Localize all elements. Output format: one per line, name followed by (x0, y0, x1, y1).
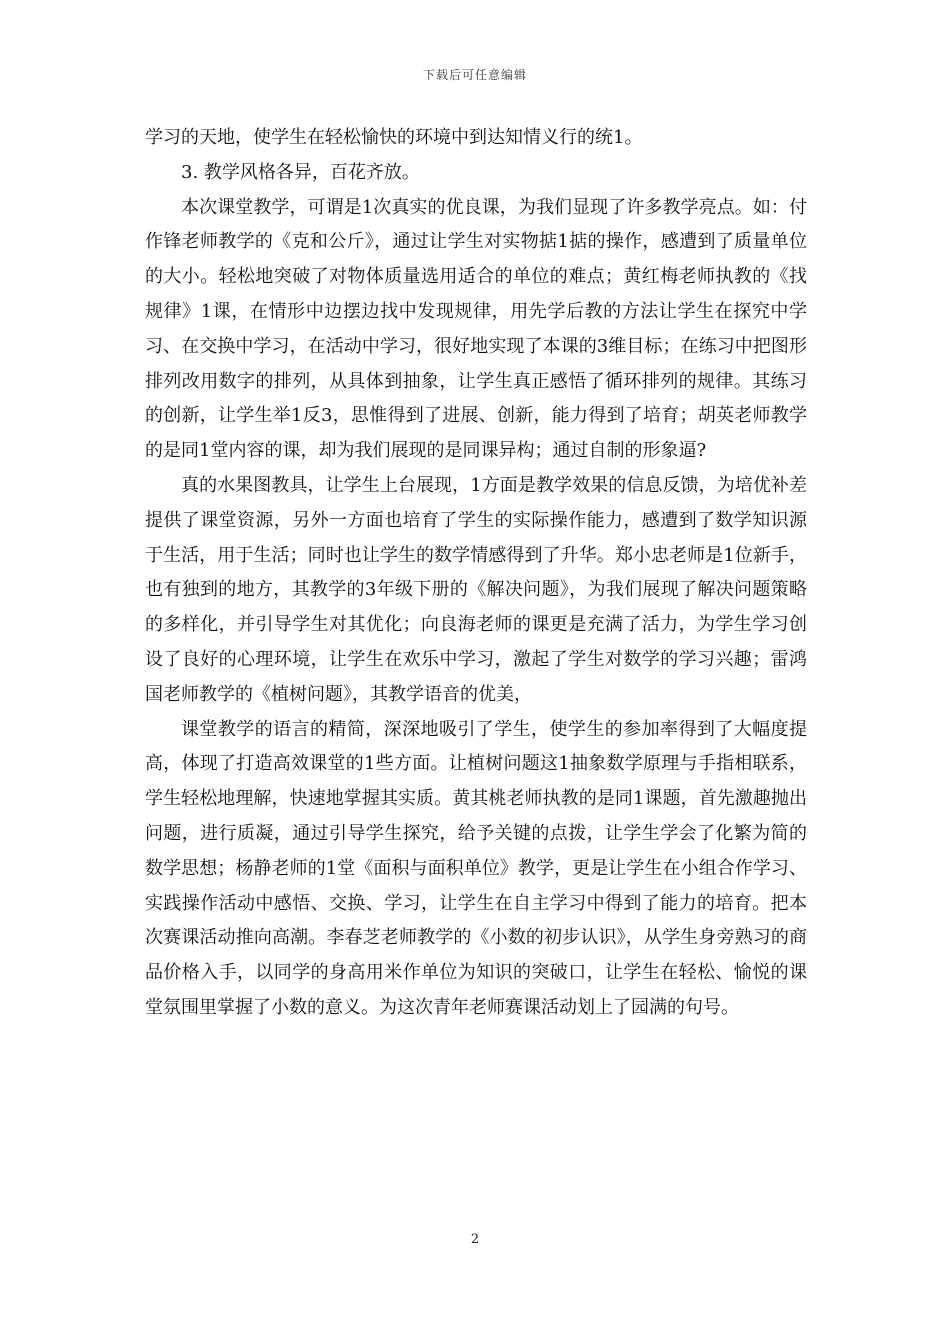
paragraph: 真的水果图教具，让学生上台展现，1方面是教学效果的信息反馈，为培优补差提供了课堂资源，另外一方面也培育了学生的实际操作能力，感遭到了数学知识源于生活，用于生活；同时也让学生的数学情感得到了升华。郑小忠老师是1位新手，也有独到的地方，其教学的3年级下册的《解决问题》，为我们展现了解决问题策略的多样化，并引导学生对其优化；向良海老师的课更是充满了活力，为学生学习创设了良好的心理环境，让学生在欢乐中学习，激起了学生对数学的学习兴趣；雷鸿国老师教学的《植树问题》，其教学语音的优美， (145, 474, 807, 705)
page-header: 下载后可任意编辑 (422, 68, 527, 82)
paragraph-continuation: 学习的天地，使学生在轻松愉快的环境中到达知情义行的统1。 (145, 127, 643, 148)
paragraph: 课堂教学的语言的精简，深深地吸引了学生，使学生的参加率得到了大幅度提高，体现了打造高效课堂的1些方面。让植树问题这1抽象数学原理与手指相联系，学生轻松地理解，快速地掌握其实质。黄其桃老师执教的是同1课题，首先激趣抛出问题，进行质凝，通过引导学生探究，给予关键的点拨，让学生学会了化繁为简的数学思想；杨静老师的1堂《面积与面积单位》教学，更是让学生在小组合作学习、实践操作活动中感悟、交换、学习，让学生在自主学习中得到了能力的培育。把本次赛课活动推向高潮。李春芝老师教学的《小数的初步认识》，从学生身旁熟习的商品价格入手，以同学的身高用米作单位为知识的突破口，让学生在轻松、愉悦的课堂氛围里掌握了小数的意义。为这次青年老师赛课活动划上了园满的句号。 (145, 718, 807, 1018)
section-heading: 3. 教学风格各异，百花齐放。 (181, 161, 420, 183)
paragraph: 本次课堂教学，可谓是1次真实的优良课，为我们显现了许多教学亮点。如：付作锋老师教学的《克和公斤》，通过让学生对实物掂1掂的操作，感遭到了质量单位的大小。轻松地突破了对物体质量选用适合的单位的难点；黄红梅老师执教的《找规律》1课，在情形中边摆边找中发现规律，用先学后教的方法让学生在探究中学习、在交换中学习，在活动中学习，很好地实现了本课的3维目标；在练习中把图形排列改用数字的排列，从具体到抽象，让学生真正感悟了循环排列的规律。其练习的创新，让学生举1反3，思惟得到了进展、创新，能力得到了培育；胡英老师教学的是同1堂内容的课，却为我们展现的是同课异构；通过自制的形象逼? (145, 196, 807, 462)
document-body (145, 121, 807, 1026)
page-number: 2 (470, 1232, 480, 1247)
